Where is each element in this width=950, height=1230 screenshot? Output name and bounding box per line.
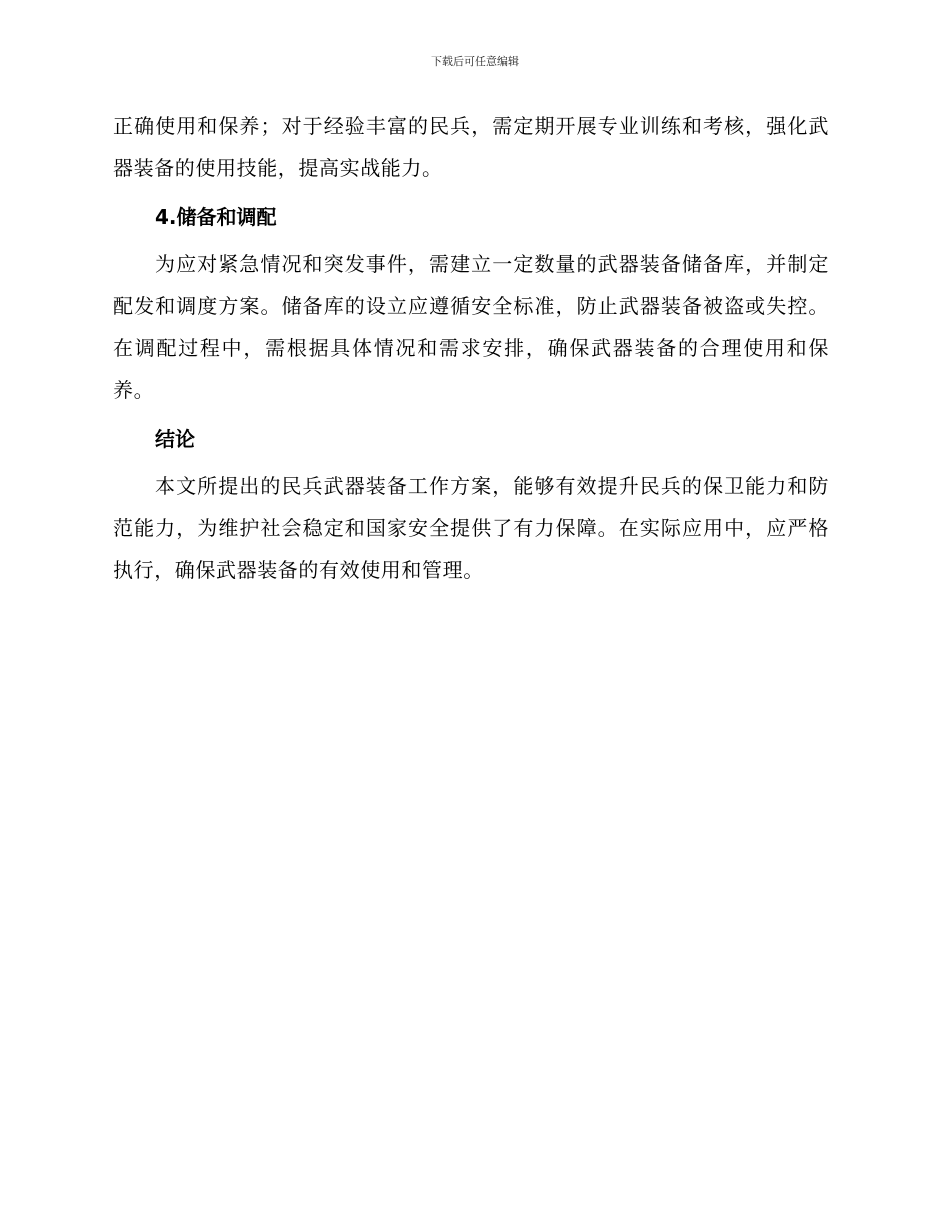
paragraph-conclusion: 本文所提出的民兵武器装备工作方案，能够有效提升民兵的保卫能力和防范能力，为维护社会稳定和国家安全提供了有力保障。在实际应用中，应严格执行，确保武器装备的有效使用和管理。 xyxy=(113,474,829,582)
section-heading-reserve: 4.储备和调配 xyxy=(155,205,277,229)
section-heading-conclusion: 结论 xyxy=(155,427,195,451)
document-body xyxy=(113,105,829,591)
page-header: 下载后可任意编辑 xyxy=(431,55,519,68)
paragraph-continuation: 正确使用和保养；对于经验丰富的民兵，需定期开展专业训练和考核，强化武器装备的使用技能，提高实战能力。 xyxy=(113,114,829,180)
paragraph-reserve: 为应对紧急情况和突发事件，需建立一定数量的武器装备储备库，并制定配发和调度方案。储备库的设立应遵循安全标准，防止武器装备被盗或失控。在调配过程中，需根据具体情况和需求安排，确保武器装备的合理使用和保养。 xyxy=(113,252,829,402)
